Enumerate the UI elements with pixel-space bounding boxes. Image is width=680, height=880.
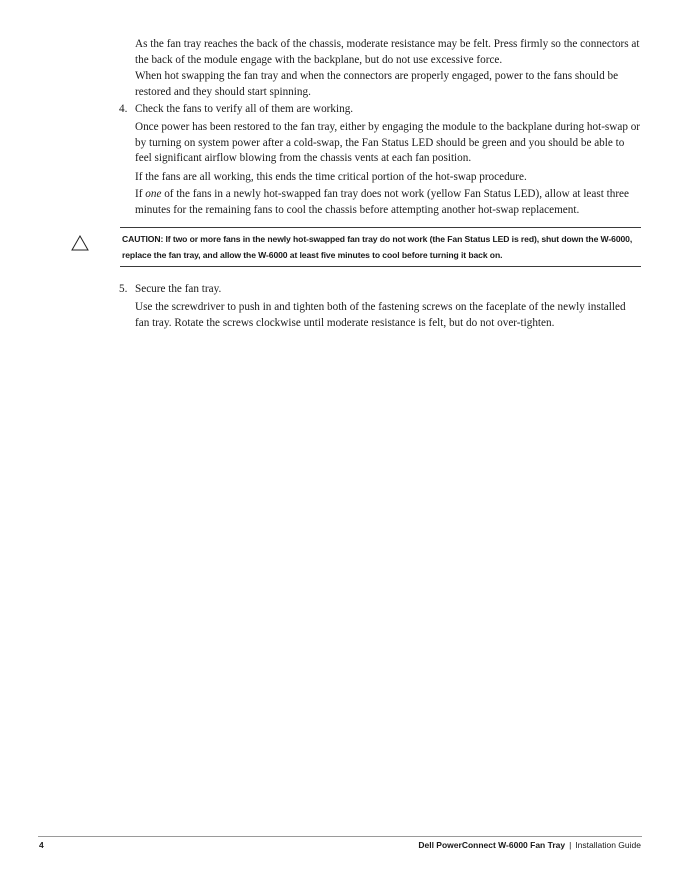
footer-rule	[38, 836, 642, 837]
paragraph-hot-swap-power: When hot swapping the fan tray and when the connectors are properly engaged, power to the fans should be restored and they should start spinning.	[135, 70, 619, 98]
caution-bottom-rule	[120, 266, 641, 267]
caution-triangle-icon	[71, 235, 89, 251]
caution-top-rule	[120, 227, 641, 228]
paragraph-secure-screws: Use the screwdriver to push in and tighten both of the fastening screws on the faceplate of the newly installed fan tray. Rotate the screws clockwise until moderate resistance is felt, but do not over-tighten.	[135, 301, 626, 329]
paragraph-fan-status-led: Once power has been restored to the fan tray, either by engaging the module to the backplane during hot-swap or by turning on system power after a cold-swap, the Fan Status LED should be green and you should be able to feel significant airflow blowing from the chassis vents at each fan position.	[135, 121, 641, 164]
p5-emphasis: one	[145, 188, 162, 200]
caution-note: CAUTION: If two or more fans in the newly hot-swapped fan tray do not work (the Fan Status LED is red), shut down the W-6000, replace the fan tray, and allow the W-6000 at least five minutes to cool before turning it back on.	[122, 234, 633, 260]
step-5-title: Secure the fan tray.	[135, 283, 222, 295]
p5-after: of the fans in a newly hot-swapped fan tray does not work (yellow Fan Status LED), allow at least three minutes for the remaining fans to cool the chassis before attempting another hot-swap replacement.	[135, 188, 629, 216]
footer-separator: |	[569, 840, 572, 850]
step-4-number: 4.	[119, 103, 128, 115]
p5-before: If	[135, 188, 146, 200]
paragraph-one-fan-fails	[135, 187, 641, 218]
paragraph-connector-resistance: As the fan tray reaches the back of the chassis, moderate resistance may be felt. Press firmly so the connectors at the back of the module engage with the backplane, but do not use excessive force.	[135, 38, 640, 66]
step-4-title: Check the fans to verify all of them are working.	[135, 103, 354, 115]
paragraph-procedure-ends: If the fans are all working, this ends the time critical portion of the hot-swap procedure.	[135, 171, 527, 183]
footer-title	[418, 840, 641, 850]
page-number: 4	[39, 840, 44, 850]
doc-type: Installation Guide	[575, 840, 641, 850]
step-5-number: 5.	[119, 283, 128, 295]
doc-title: Dell PowerConnect W-6000 Fan Tray	[418, 840, 566, 850]
